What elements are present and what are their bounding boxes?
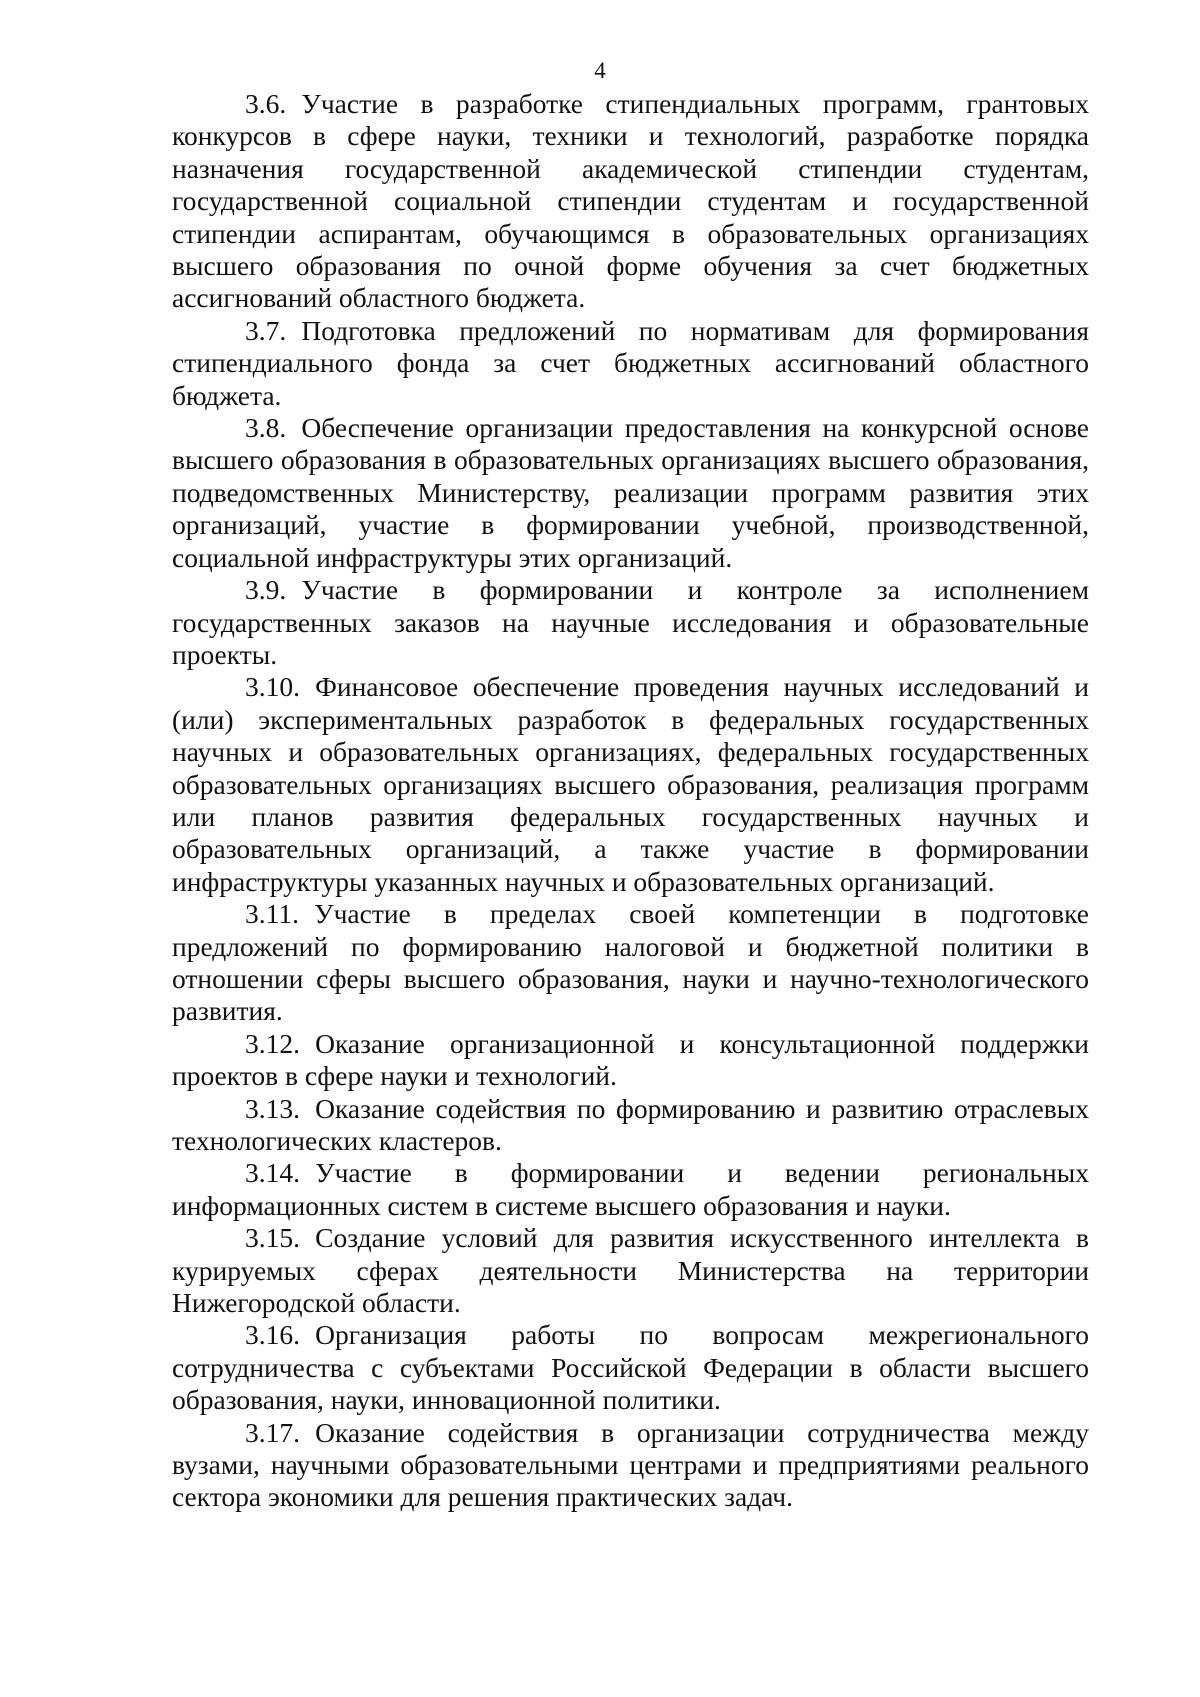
paragraph-number: 3.8. — [245, 412, 287, 444]
paragraph-3-9 — [172, 574, 1089, 671]
paragraph-text: Подготовка предложений по нормативам для формирования стипендиального фонда за счет бюджетных ассигнований областного бюджета. — [172, 314, 1089, 411]
paragraph-number: 3.12. — [245, 1027, 300, 1059]
paragraph-number: 3.15. — [245, 1222, 300, 1254]
paragraph-text: Оказание содействия по формированию и развитию отраслевых технологических кластеров. — [172, 1092, 1089, 1156]
paragraph-text: Организация работы по вопросам межрегионального сотрудничества с субъектами Российской Федерации в области высшего образования, науки, инновационной политики. — [172, 1319, 1089, 1416]
paragraph-3-12 — [172, 1028, 1089, 1093]
paragraph-text: Финансовое обеспечение проведения научных исследований и (или) экспериментальных разработок в федеральных государственных научных и образовательных организациях, федеральных государственных образовательных организациях высшего образования, реализация программ или планов развития федеральных государственных научных и образовательных организаций, а также участие в формировании инфраструктуры указанных научных и образовательных организаций. — [172, 671, 1089, 897]
paragraph-3-6 — [172, 88, 1089, 315]
paragraph-3-15 — [172, 1222, 1089, 1319]
paragraph-number: 3.16. — [245, 1319, 300, 1351]
paragraph-3-7 — [172, 315, 1089, 412]
paragraph-text: Обеспечение организации предоставления на конкурсной основе высшего образования в образовательных организациях высшего образования, подведомственных Министерству, реализации программ развития этих организаций, участие в формировании учебной, производственной, социальной инфраструктуры этих организаций. — [172, 412, 1089, 573]
paragraph-number: 3.11. — [245, 898, 299, 930]
paragraph-number: 3.17. — [245, 1416, 300, 1448]
paragraph-text: Участие в разработке стипендиальных программ, грантовых конкурсов в сфере науки, техники и технологий, разработке порядка назначения государственной академической стипендии студентам, государственной социальной стипендии студентам и государственной стипендии аспирантам, обучающимся в образовательных организациях высшего образования по очной форме обучения за счет бюджетных ассигнований областного бюджета. — [172, 88, 1089, 314]
paragraph-number: 3.9. — [245, 574, 287, 606]
paragraph-number: 3.14. — [245, 1157, 300, 1189]
paragraph-number: 3.7. — [245, 314, 287, 346]
paragraph-text: Участие в формировании и ведении региональных информационных систем в системе высшего образования и науки. — [172, 1157, 1089, 1221]
paragraph-3-16 — [172, 1319, 1089, 1416]
paragraph-number: 3.10. — [245, 671, 300, 703]
paragraph-number: 3.6. — [245, 88, 287, 119]
page-number: 4 — [594, 58, 606, 83]
paragraph-3-11 — [172, 898, 1089, 1028]
paragraph-3-17 — [172, 1417, 1089, 1514]
paragraph-text: Создание условий для развития искусственного интеллекта в курируемых сферах деятельности Министерства на территории Нижегородской области. — [172, 1222, 1089, 1319]
paragraph-text: Участие в формировании и контроле за исполнением государственных заказов на научные исследования и образовательные проекты. — [172, 574, 1089, 670]
paragraph-3-13 — [172, 1093, 1089, 1158]
paragraph-number: 3.13. — [245, 1092, 300, 1124]
document-body — [172, 88, 1089, 1514]
paragraph-text: Участие в пределах своей компетенции в подготовке предложений по формированию налоговой и бюджетной политики в отношении сферы высшего образования, науки и научно-технологического развития. — [172, 898, 1089, 1027]
paragraph-text: Оказание содействия в организации сотрудничества между вузами, научными образовательными центрами и предприятиями реального сектора экономики для решения практических задач. — [172, 1416, 1089, 1513]
paragraph-3-14 — [172, 1157, 1089, 1222]
paragraph-3-8 — [172, 412, 1089, 574]
paragraph-3-10 — [172, 671, 1089, 898]
paragraph-text: Оказание организационной и консультационной поддержки проектов в сфере науки и технологий. — [172, 1027, 1089, 1092]
